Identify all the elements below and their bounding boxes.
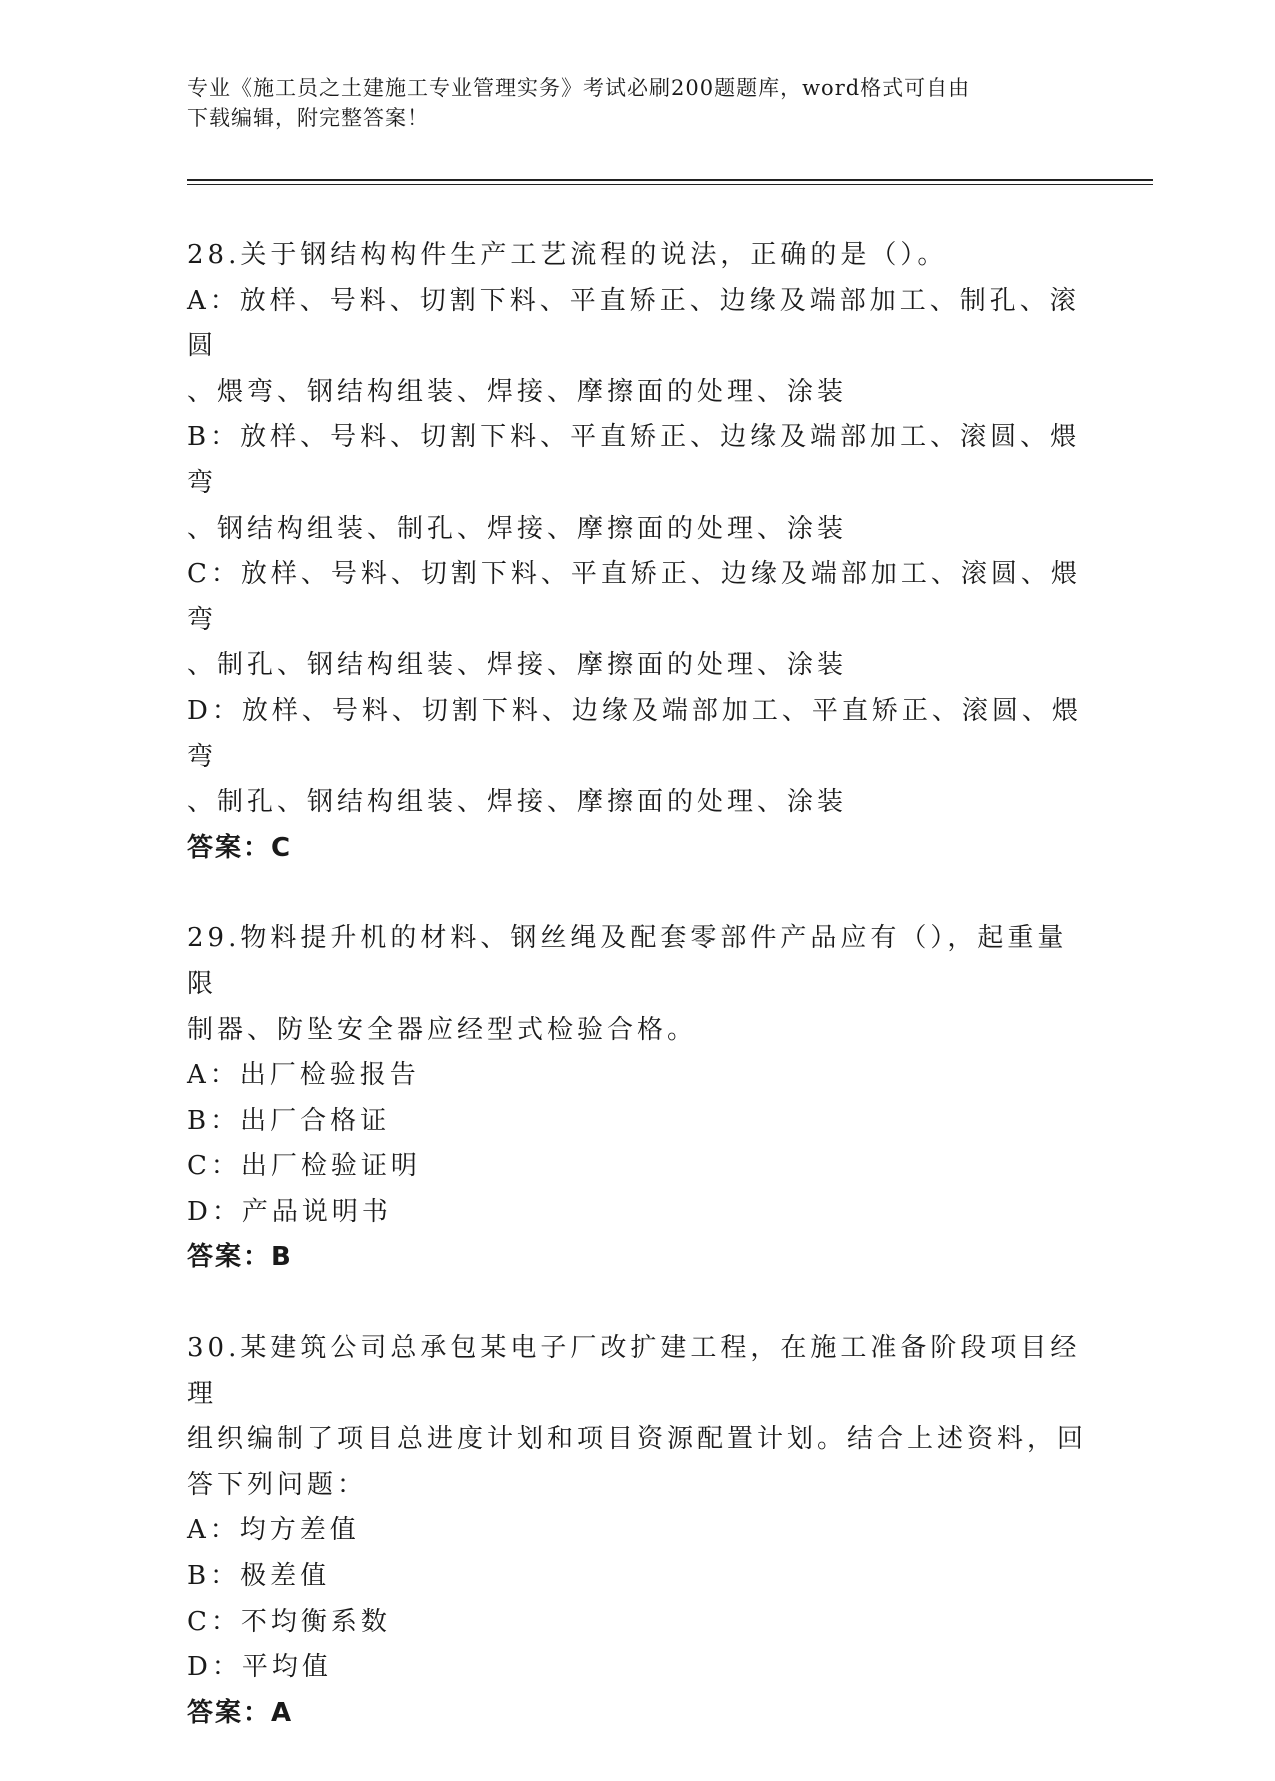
- answer-text: 答案：A: [187, 1697, 294, 1728]
- document-header: [187, 73, 1087, 133]
- option-a: A：均方差值: [187, 1515, 360, 1546]
- option-line: B：放样、号料、切割下料、平直矫正、边缘及端部加工、滚圆、煨弯: [187, 422, 1081, 498]
- option-b: [187, 415, 1087, 552]
- question-stem: 30.某建筑公司总承包某电子厂改扩建工程，在施工准备阶段项目经理: [187, 1333, 1081, 1409]
- answer-text: 答案：C: [187, 832, 293, 863]
- question-28: [187, 233, 1087, 871]
- question-stem: 组织编制了项目总进度计划和项目资源配置计划。结合上述资料，回: [187, 1424, 1088, 1455]
- option-a: A：出厂检验报告: [187, 1060, 420, 1091]
- option-c: C：不均衡系数: [187, 1606, 391, 1637]
- answer-text: 答案：B: [187, 1242, 293, 1273]
- question-30: [187, 1326, 1087, 1736]
- option-d: D：平均值: [187, 1652, 332, 1683]
- option-line: D：放样、号料、切割下料、边缘及端部加工、平直矫正、滚圆、煨弯: [187, 695, 1082, 772]
- header-title-line-1: 专业《施工员之土建施工专业管理实务》考试必刷200题题库，word格式可自由: [187, 76, 971, 100]
- question-stem: 28.关于钢结构构件生产工艺流程的说法，正确的是（）。: [187, 240, 948, 270]
- question-stem: 制器、防坠安全器应经型式检验合格。: [187, 1014, 698, 1045]
- option-b: B：出厂合格证: [187, 1105, 391, 1136]
- option-c: C：出厂检验证明: [187, 1151, 421, 1182]
- header-divider-thin: [187, 184, 1153, 185]
- option-d: D：产品说明书: [187, 1196, 392, 1227]
- option-c: [187, 552, 1087, 689]
- option-b: B：极差值: [187, 1561, 331, 1592]
- question-stem: 29.物料提升机的材料、钢丝绳及配套零部件产品应有（），起重量限: [187, 923, 1068, 999]
- question-29: [187, 916, 1087, 1281]
- option-line: 、制孔、钢结构组装、焊接、摩擦面的处理、涂装: [187, 787, 848, 818]
- option-line: 、煨弯、钢结构组装、焊接、摩擦面的处理、涂装: [187, 376, 848, 407]
- option-line: C：放样、号料、切割下料、平直矫正、边缘及端部加工、滚圆、煨弯: [187, 559, 1081, 635]
- option-line: A：放样、号料、切割下料、平直矫正、边缘及端部加工、制孔、滚圆: [187, 285, 1080, 362]
- header-divider-thick: [187, 179, 1153, 181]
- header-title-line-2: 下载编辑，附完整答案！: [187, 106, 429, 130]
- option-a: [187, 279, 1087, 416]
- option-line: 、制孔、钢结构组装、焊接、摩擦面的处理、涂装: [187, 650, 848, 681]
- question-list: [187, 233, 1087, 1781]
- option-line: 、钢结构组装、制孔、焊接、摩擦面的处理、涂装: [187, 513, 848, 544]
- option-d: [187, 689, 1087, 826]
- question-stem: 答下列问题：: [187, 1469, 368, 1500]
